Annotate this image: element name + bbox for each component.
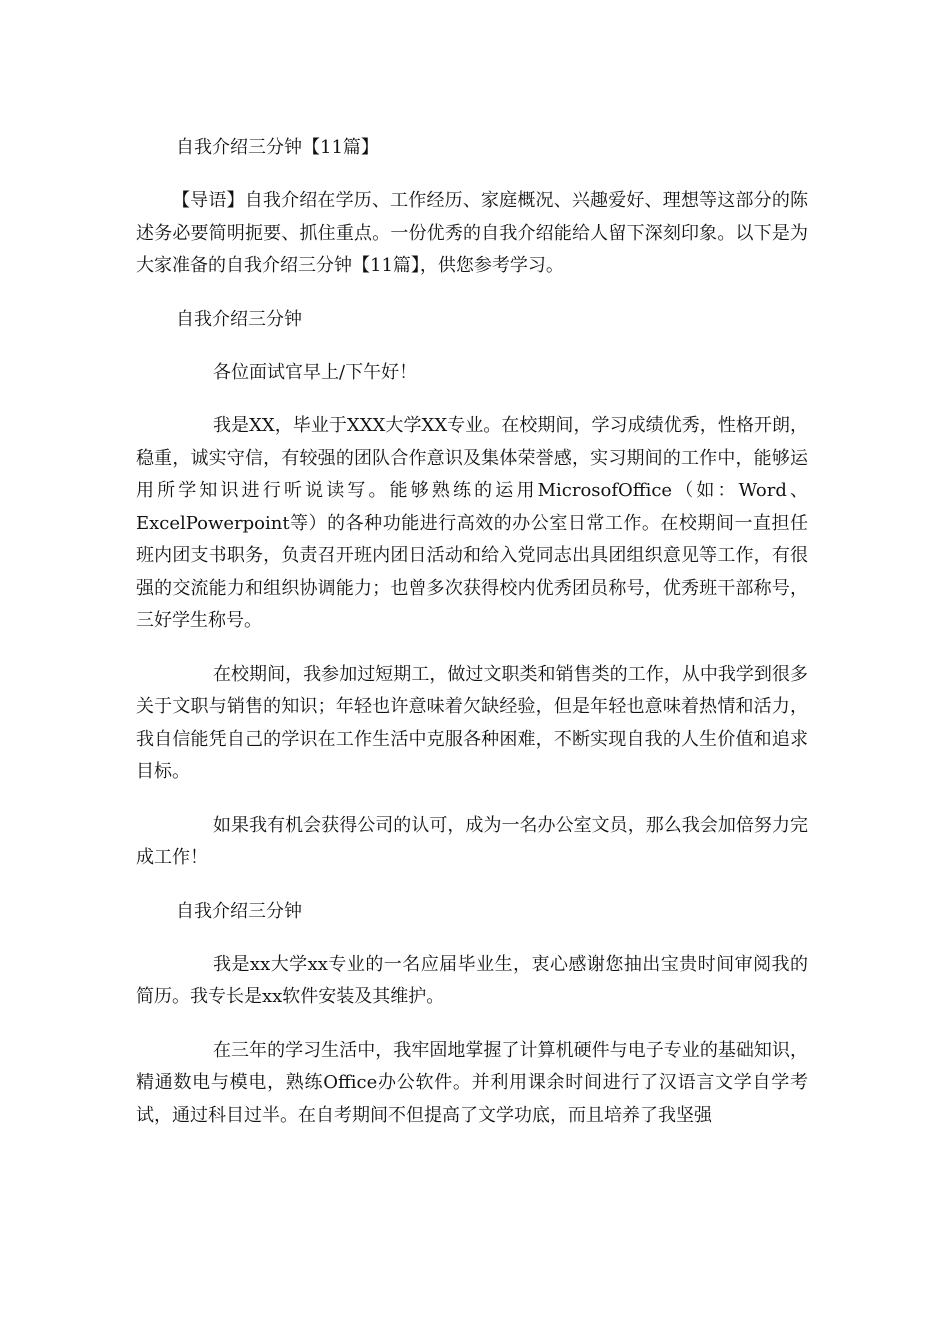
section2-paragraph-2: 在三年的学习生活中，我牢固地掌握了计算机硬件与电子专业的基础知识，精通数电与模电，熟练Office办公软件。并利用课余时间进行了汉语言文学自学考试，通过科目过半。在自考期间不但提高了文学功底，而且培养了我坚强 [136,1039,808,1126]
greeting-paragraph: 各位面试官早上/下午好！ [213,361,418,383]
document-title: 自我介绍三分钟【11篇】 [176,137,379,158]
section1-paragraph-3: 如果我有机会获得公司的认可，成为一名办公室文员，那么我会加倍努力完成工作！ [136,814,808,868]
section-heading-1: 自我介绍三分钟 [176,308,302,330]
section-heading-2: 自我介绍三分钟 [176,900,302,922]
section1-paragraph-1: 我是XX，毕业于XXX大学XX专业。在校期间，学习成绩优秀，性格开朗，稳重，诚实守信，有较强的团队合作意识及集体荣誉感，实习期间的工作中，能够运用所学知识进行听说读写。能够熟练的运用MicrosofOffice（如：Word、ExcelPowerpoint等）的各种功能进行高效的办公室日常工作。在校期间一直担任班内团支书职务，负责召开班内团日活动和给入党同志出具团组织意见等工作，有很强的交流能力和组织协调能力；也曾多次获得校内优秀团员称号，优秀班干部称号，三好学生称号。 [136,415,808,631]
section1-paragraph-2: 在校期间，我参加过短期工，做过文职类和销售类的工作，从中我学到很多关于文职与销售的知识；年轻也许意味着欠缺经验，但是年轻也意味着热情和活力，我自信能凭自己的学识在工作生活中克服各种困难，不断实现自我的人生价值和追求目标。 [136,663,808,782]
section2-paragraph-1: 我是xx大学xx专业的一名应届毕业生，衷心感谢您抽出宝贵时间审阅我的简历。我专长是xx软件安装及其维护。 [136,953,808,1007]
intro-paragraph: 【导语】自我介绍在学历、工作经历、家庭概况、兴趣爱好、理想等这部分的陈述务必要简明扼要、抓住重点。一份优秀的自我介绍能给人留下深刻印象。以下是为大家准备的自我介绍三分钟【11篇】，供您参考学习。 [136,190,808,276]
document-body [136,132,808,1153]
